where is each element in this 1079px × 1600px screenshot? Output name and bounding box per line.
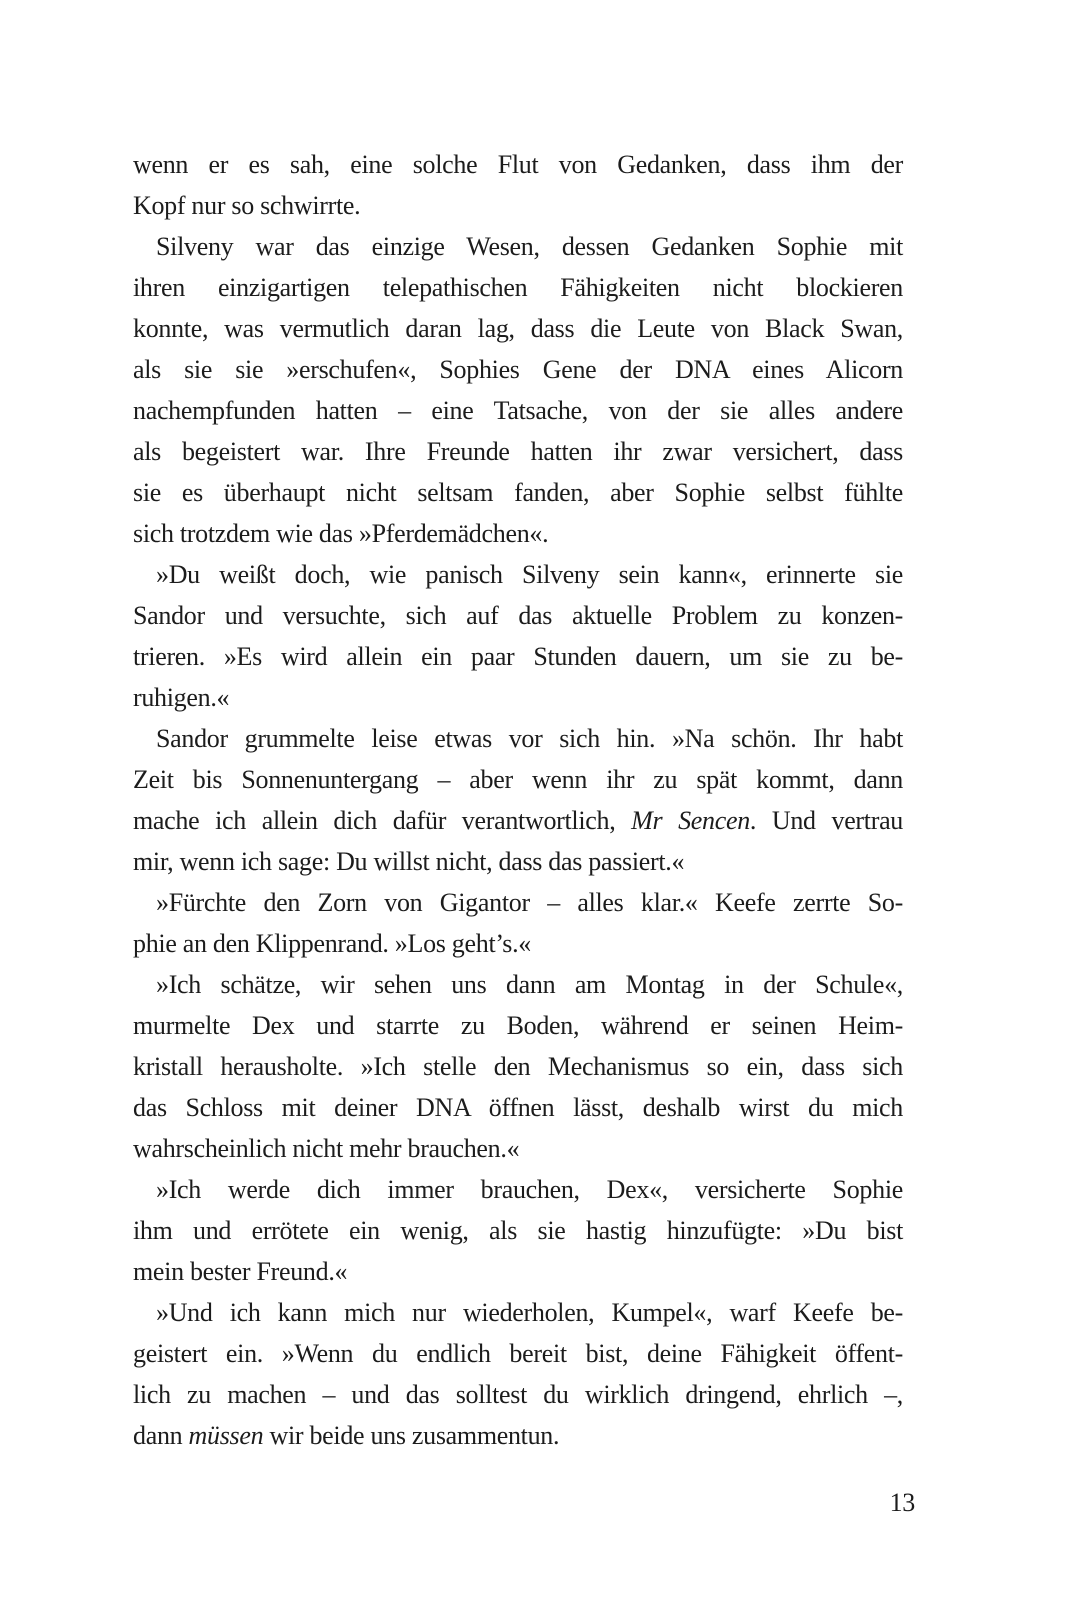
text-segment: lich zu machen – und das solltest du wirklich dringend, ehrlich –, <box>133 1380 903 1409</box>
text-segment: kristall herausholte. »Ich stelle den Mechanismus so ein, dass sich <box>133 1052 903 1081</box>
text-segment: . Und vertrau <box>749 806 904 835</box>
text-segment: trieren. »Es wird allein ein paar Stunden dauern, um sie zu be- <box>133 642 903 671</box>
text-line <box>133 759 903 800</box>
italic-text-segment: müssen <box>188 1421 264 1450</box>
text-segment: »Ich werde dich immer brauchen, Dex«, versicherte Sophie <box>156 1175 903 1204</box>
text-line <box>133 882 903 923</box>
text-segment: dann <box>133 1421 189 1450</box>
text-segment: nachempfunden hatten – eine Tatsache, von der sie alles andere <box>133 396 903 425</box>
text-line <box>133 390 903 431</box>
text-line <box>133 308 903 349</box>
text-line <box>133 472 903 513</box>
text-segment: das Schloss mit deiner DNA öffnen lässt, deshalb wirst du mich <box>133 1093 903 1122</box>
text-line <box>133 1333 903 1374</box>
text-segment: sich trotzdem wie das »Pferdemädchen«. <box>133 519 549 548</box>
text-segment: Zeit bis Sonnenuntergang – aber wenn ihr zu spät kommt, dann <box>133 765 903 794</box>
text-line <box>133 718 903 759</box>
text-block <box>133 144 903 1456</box>
text-segment: sie es überhaupt nicht seltsam fanden, aber Sophie selbst fühlte <box>133 478 903 507</box>
text-line <box>133 1292 903 1333</box>
text-line <box>133 1087 903 1128</box>
text-segment: als sie sie »erschufen«, Sophies Gene der DNA eines Alicorn <box>133 355 903 384</box>
text-line <box>133 185 903 226</box>
text-line <box>133 1251 903 1292</box>
text-segment: konnte, was vermutlich daran lag, dass die Leute von Black Swan, <box>133 314 903 343</box>
text-segment: Kopf nur so schwirrte. <box>133 191 361 220</box>
text-line <box>133 595 903 636</box>
text-segment: »Und ich kann mich nur wiederholen, Kumpel«, warf Keefe be- <box>156 1298 903 1327</box>
text-segment: wahrscheinlich nicht mehr brauchen.« <box>133 1134 520 1163</box>
text-segment: wir beide uns zusammentun. <box>263 1421 560 1450</box>
text-segment: »Ich schätze, wir sehen uns dann am Montag in der Schule«, <box>156 970 903 999</box>
text-line <box>133 144 903 185</box>
italic-text-segment: Mr Sencen <box>631 806 750 835</box>
text-line <box>133 1046 903 1087</box>
text-segment: mir, wenn ich sage: Du willst nicht, dass das passiert.« <box>133 847 685 876</box>
text-line <box>133 1005 903 1046</box>
text-line <box>133 267 903 308</box>
text-segment: ihm und errötete ein wenig, als sie hastig hinzufügte: »Du bist <box>133 1216 903 1245</box>
text-line <box>133 1128 903 1169</box>
text-segment: Sandor grummelte leise etwas vor sich hin. »Na schön. Ihr habt <box>156 724 903 753</box>
text-line <box>133 923 903 964</box>
text-line <box>133 1415 903 1456</box>
text-line <box>133 964 903 1005</box>
text-line <box>133 431 903 472</box>
text-line <box>133 349 903 390</box>
text-line <box>133 1169 903 1210</box>
text-line <box>133 841 903 882</box>
page-number: 13 <box>889 1488 915 1517</box>
text-segment: mein bester Freund.« <box>133 1257 348 1286</box>
text-segment: als begeistert war. Ihre Freunde hatten ihr zwar versichert, dass <box>133 437 903 466</box>
text-line <box>133 226 903 267</box>
text-segment: »Fürchte den Zorn von Gigantor – alles klar.« Keefe zerrte So- <box>156 888 903 917</box>
text-line <box>133 677 903 718</box>
text-line <box>133 513 903 554</box>
text-line <box>133 636 903 677</box>
text-segment: ruhigen.« <box>133 683 230 712</box>
text-line <box>133 554 903 595</box>
text-segment: geistert ein. »Wenn du endlich bereit bist, deine Fähigkeit öffent- <box>133 1339 903 1368</box>
text-segment: »Du weißt doch, wie panisch Silveny sein kann«, erinnerte sie <box>156 560 903 589</box>
text-line <box>133 800 903 841</box>
text-segment: Sandor und versuchte, sich auf das aktuelle Problem zu konzen- <box>133 601 903 630</box>
text-segment: murmelte Dex und starrte zu Boden, während er seinen Heim- <box>133 1011 903 1040</box>
text-line <box>133 1374 903 1415</box>
text-segment: Silveny war das einzige Wesen, dessen Gedanken Sophie mit <box>156 232 903 261</box>
text-segment: wenn er es sah, eine solche Flut von Gedanken, dass ihm der <box>133 150 903 179</box>
text-segment: mache ich allein dich dafür verantwortlich, <box>133 806 632 835</box>
text-line <box>133 1210 903 1251</box>
text-segment: ihren einzigartigen telepathischen Fähigkeiten nicht blockieren <box>133 273 903 302</box>
text-segment: phie an den Klippenrand. »Los geht’s.« <box>133 929 532 958</box>
